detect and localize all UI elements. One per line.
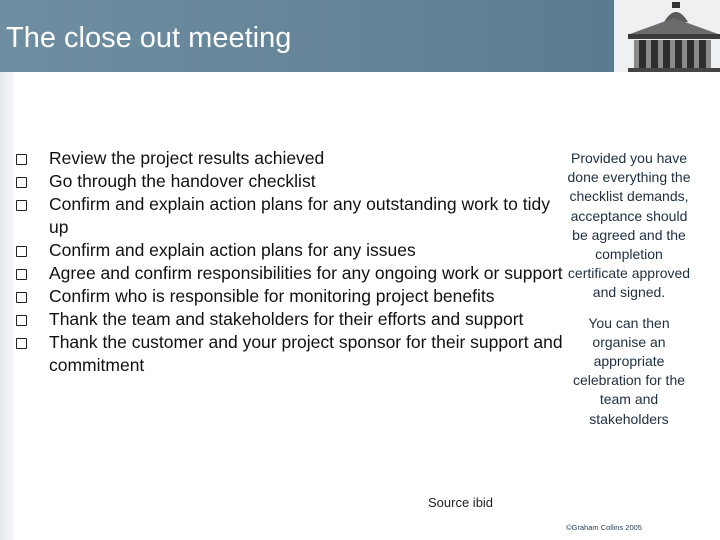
bullet-text: Thank the team and stakeholders for their efforts and support — [49, 309, 524, 329]
classical-building-icon — [614, 0, 720, 72]
slide-title: The close out meeting — [6, 22, 292, 54]
left-accent-strip — [0, 72, 14, 540]
hollow-square-bullet-icon — [16, 177, 27, 188]
bullet-item — [16, 308, 572, 331]
sidebar-note — [566, 149, 692, 429]
hollow-square-bullet-icon — [16, 154, 27, 165]
bullet-text: Confirm and explain action plans for any outstanding work to tidy up — [49, 194, 550, 237]
bullet-text: Agree and confirm responsibilities for any ongoing work or support — [49, 263, 563, 283]
bullet-text: Confirm and explain action plans for any issues — [49, 240, 416, 260]
hollow-square-bullet-icon — [16, 269, 27, 280]
bullet-text: Review the project results achieved — [49, 148, 325, 168]
sidebar-note-celebration: You can then organise an appropriate celebration for the team and stakeholders — [572, 314, 686, 427]
bullet-list — [16, 147, 572, 377]
hollow-square-bullet-icon — [16, 200, 27, 211]
source-citation: Source ibid — [428, 495, 494, 510]
bullet-item — [16, 331, 572, 377]
hollow-square-bullet-icon — [16, 315, 27, 326]
hollow-square-bullet-icon — [16, 246, 27, 257]
bullet-text: Go through the handover checklist — [49, 171, 316, 191]
bullet-item — [16, 147, 572, 170]
bullet-text: Thank the customer and your project sponsor for their support and commitment — [49, 332, 563, 375]
bullet-item — [16, 193, 572, 239]
bullet-text: Confirm who is responsible for monitoring project benefits — [49, 286, 495, 306]
copyright-notice: ©Graham Collins 2005 — [566, 523, 642, 532]
bullet-item — [16, 239, 572, 262]
header-bar — [0, 0, 720, 72]
hollow-square-bullet-icon — [16, 338, 27, 349]
sidebar-note-acceptance: Provided you have done everything the checklist demands, acceptance should be agreed and the completion certificate approved and signed. — [567, 150, 691, 301]
hollow-square-bullet-icon — [16, 292, 27, 303]
bullet-item — [16, 285, 572, 308]
bullet-item — [16, 170, 572, 193]
bullet-item — [16, 262, 572, 285]
